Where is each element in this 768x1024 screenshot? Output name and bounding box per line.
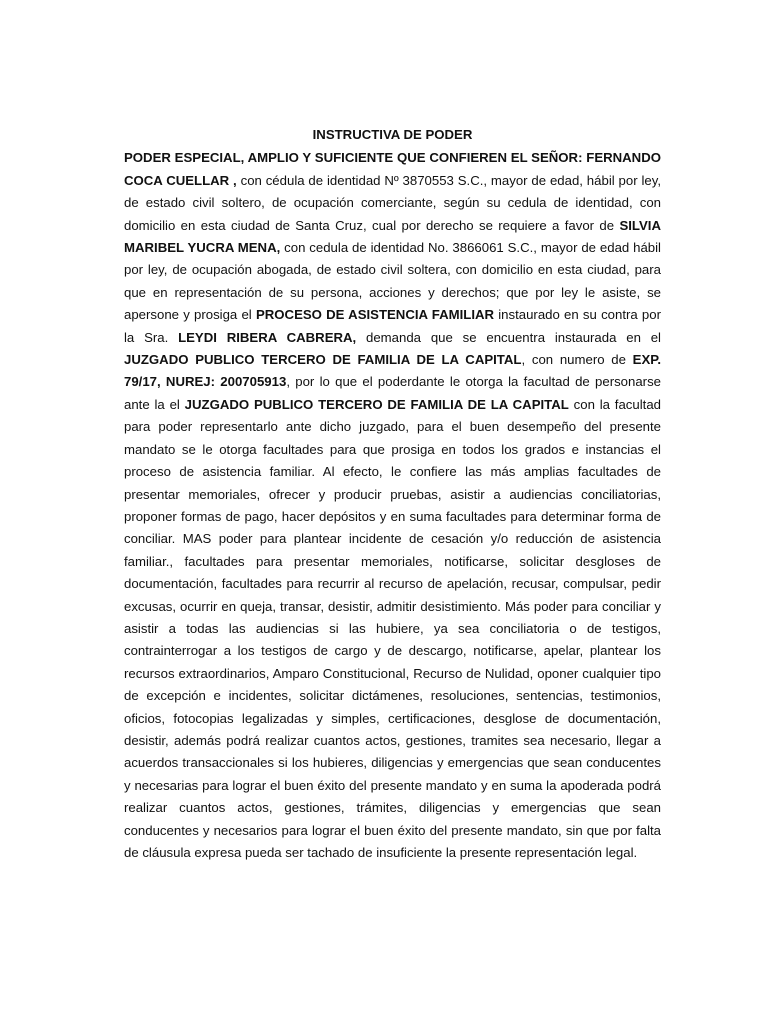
body-text-segment: demanda que se encuentra instaurada en el: [356, 329, 661, 345]
case-number: EXP. 79/17, NUREJ: 200705913: [124, 352, 662, 390]
body-text-segment: con la facultad para poder representarlo ante dicho juzgado, para el buen desempeño del presente mandato se le otorga facultades para que prosiga en todos los grados e instancias el proceso de asistencia familiar. Al efecto, le confiere las más amplias facultades de presentar memoriales, ofrecer y producir pruebas, asistir a audiencias conciliatorias, proponer formas de pago, hacer depósitos y en suma facultades para determinar forma de conciliar. MAS poder para plantear incidente de cesación y/o reducción de asistencia familiar., facultades para presentar memoriales, notificarse, solicitar desgloses de documentación, facultades para recurrir al recurso de apelación, recusar, compulsar, pedir excusas, ocurrir en queja, transar, desistir, admitir desistimiento. Más poder para conciliar y asistir a todas las audiencias si las hubiere, ya sea conciliatoria o de testigos, contrainterrogar a los testigos de cargo y de descargo, notificarse, apelar, plantear los recursos extraordinarios, Amparo Constitucional, Recurso de Nulidad, oponer cualquier tipo de excepción e incidentes, solicitar dictámenes, resoluciones, sentencias, testimonios, oficios, fotocopias legalizadas y simples, certificaciones, desglose de documentación, desistir, además podrá realizar cuantos actos, gestiones, tramites sea necesario, llegar a acuerdos transaccionales si los hubieres, diligencias y emergencias que sean conducentes y necesarias para lograr el buen éxito del presente mandato y en suma la apoderada podrá realizar cuantos actos, gestiones, trámites, diligencias y emergencias que sean conducentes y necesarios para lograr el buen éxito del presente mandato, sin que por falta de cláusula expresa pueda ser tachado de insuficiente la presente representación legal.: [124, 396, 661, 860]
body-text-segment: con cédula de identidad Nº 3870553 S.C., mayor de edad, hábil por ley, de estado civil soltero, de ocupación comerciante, según su cedula de identidad, con domicilio en esta ciudad de Santa Cruz, cual por derecho se requiere a favor de: [124, 172, 661, 233]
document-body: [124, 147, 661, 864]
court-name: JUZGADO PUBLICO TERCERO DE FAMILIA DE LA CAPITAL: [124, 352, 522, 368]
document-page: [124, 124, 661, 864]
body-text-segment: , con numero de: [521, 352, 633, 368]
attorney-name: SILVIA MARIBEL YUCRA MENA,: [124, 217, 661, 256]
body-text-segment: , por lo que el poderdante le otorga la facultad de personarse ante la el: [124, 374, 662, 412]
body-text-segment: con cedula de identidad No. 3866061 S.C., mayor de edad hábil por ley, de ocupación abogada, de estado civil soltera, con domicilio en esta ciudad, para que en representación de su persona, acciones y derechos; que por ley le asiste, se apersone y prosiga el: [124, 240, 661, 323]
document-title: INSTRUCTIVA DE PODER: [312, 127, 473, 142]
grantor-heading: PODER ESPECIAL, AMPLIO Y SUFICIENTE QUE CONFIEREN EL SEÑOR: FERNANDO COCA CUELLAR ,: [124, 150, 661, 188]
plaintiff-name: LEYDI RIBERA CABRERA,: [178, 329, 357, 345]
body-text-segment: instaurado en su contra por la Sra.: [124, 307, 661, 345]
process-name: PROCESO DE ASISTENCIA FAMILIAR: [255, 307, 495, 323]
court-name: JUZGADO PUBLICO TERCERO DE FAMILIA DE LA CAPITAL: [184, 396, 569, 412]
